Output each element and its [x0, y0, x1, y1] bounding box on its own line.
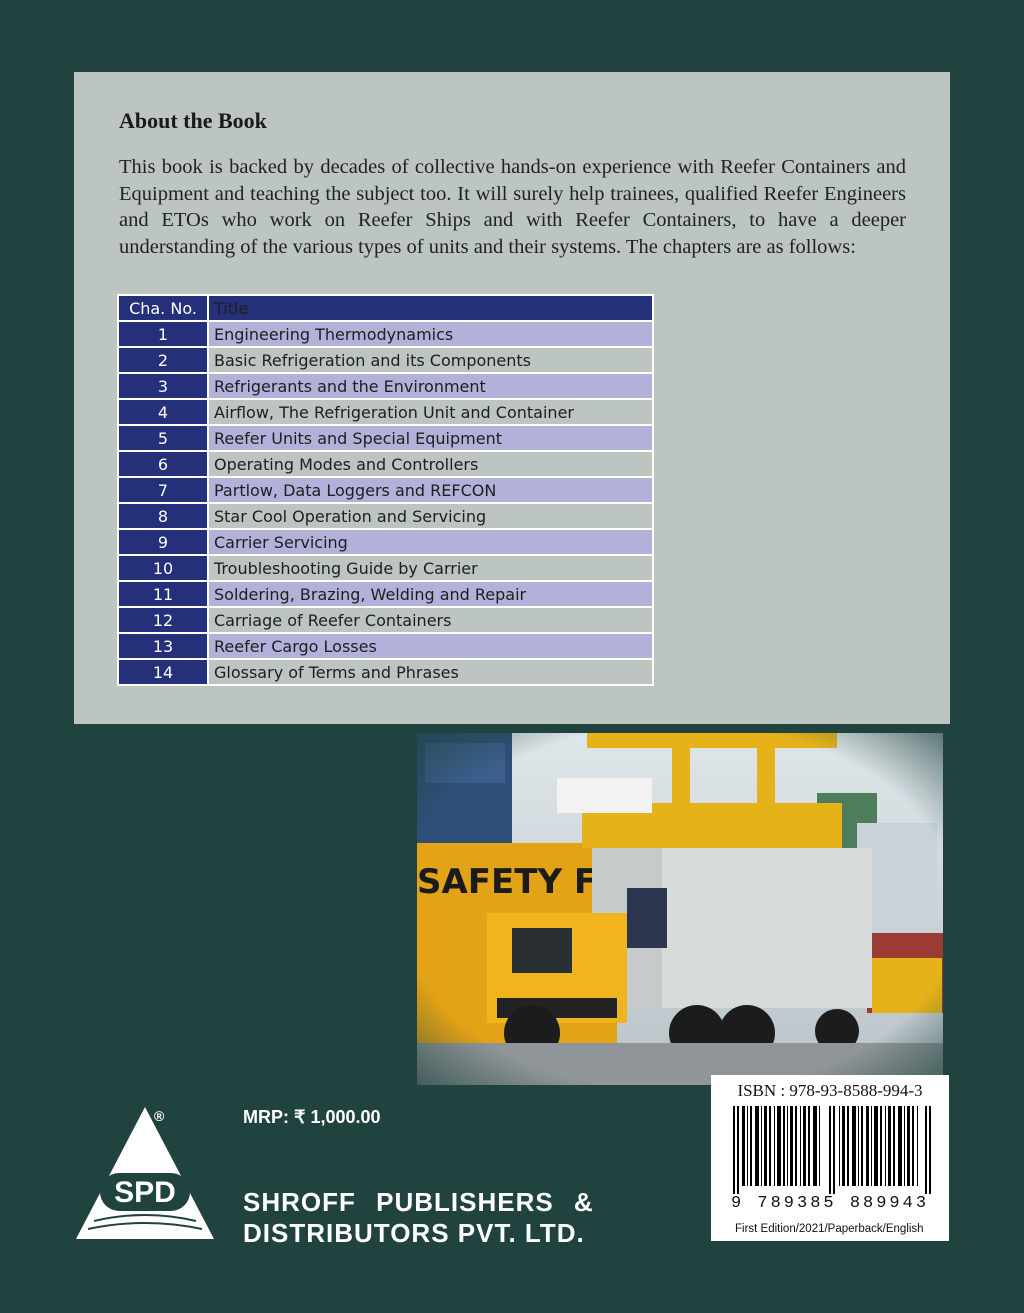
chapter-number: 8 — [118, 503, 208, 529]
chapter-title: Airflow, The Refrigeration Unit and Container — [208, 399, 653, 425]
spd-logo — [74, 1105, 216, 1241]
chapter-number: 7 — [118, 477, 208, 503]
barcode-digits: 9 789385 889943 — [731, 1194, 930, 1213]
table-row — [118, 347, 653, 373]
table-row — [118, 659, 653, 685]
chapter-title: Reefer Units and Special Equipment — [208, 425, 653, 451]
chapter-number: 12 — [118, 607, 208, 633]
table-row — [118, 529, 653, 555]
table-row — [118, 321, 653, 347]
table-row — [118, 373, 653, 399]
isbn-barcode-box — [711, 1075, 949, 1241]
chapter-title: Operating Modes and Controllers — [208, 451, 653, 477]
header-title: Title — [208, 295, 653, 321]
chapter-number: 14 — [118, 659, 208, 685]
table-row — [118, 399, 653, 425]
chapter-number: 2 — [118, 347, 208, 373]
table-row — [118, 425, 653, 451]
about-heading: About the Book — [119, 108, 267, 133]
mrp-price: MRP: ₹ 1,000.00 — [243, 1107, 381, 1127]
chapter-title: Reefer Cargo Losses — [208, 633, 653, 659]
chapter-title: Partlow, Data Loggers and REFCON — [208, 477, 653, 503]
cover-photo-reefer-truck — [417, 733, 943, 1085]
chapter-title: Star Cool Operation and Servicing — [208, 503, 653, 529]
about-description: This book is backed by decades of collective hands-on experience with Reefer Containers and Equipment and teaching the subject too. It will surely help trainees, qualified Reefer Engineers and ETOs who work on Reefer Ships and with Reefer Containers, to have a deeper understanding of the various types of units and their systems. The chapters are as follows: — [119, 156, 906, 258]
chapter-number: 4 — [118, 399, 208, 425]
chapter-title: Soldering, Brazing, Welding and Repair — [208, 581, 653, 607]
chapter-number: 5 — [118, 425, 208, 451]
publisher-name — [243, 1187, 594, 1249]
about-panel — [74, 72, 950, 724]
photo-illustration — [417, 733, 943, 1085]
chapter-number: 13 — [118, 633, 208, 659]
logo-text: SPD — [114, 1176, 176, 1209]
chapter-number: 1 — [118, 321, 208, 347]
table-row — [118, 451, 653, 477]
table-row — [118, 555, 653, 581]
chapter-number: 11 — [118, 581, 208, 607]
chapter-title: Engineering Thermodynamics — [208, 321, 653, 347]
header-chapter-no: Cha. No. — [118, 295, 208, 321]
chapter-title: Troubleshooting Guide by Carrier — [208, 555, 653, 581]
edition-info: First Edition/2021/Paperback/English — [735, 1223, 924, 1235]
chapter-title: Carriage of Reefer Containers — [208, 607, 653, 633]
chapter-title: Carrier Servicing — [208, 529, 653, 555]
table-row — [118, 477, 653, 503]
registered-mark: ® — [154, 1108, 165, 1124]
chapter-number: 10 — [118, 555, 208, 581]
isbn-label: ISBN : 978-93-8588-994-3 — [737, 1081, 923, 1100]
table-row — [118, 581, 653, 607]
publisher-line-2: DISTRIBUTORS PVT. LTD. — [243, 1218, 585, 1248]
chapter-table — [117, 294, 654, 686]
chapter-title: Glossary of Terms and Phrases — [208, 659, 653, 685]
chapter-title: Refrigerants and the Environment — [208, 373, 653, 399]
table-row — [118, 503, 653, 529]
barcode — [733, 1106, 933, 1194]
chapter-number: 9 — [118, 529, 208, 555]
table-header-row — [118, 295, 653, 321]
table-row — [118, 633, 653, 659]
chapter-number: 6 — [118, 451, 208, 477]
chapter-title: Basic Refrigeration and its Components — [208, 347, 653, 373]
table-row — [118, 607, 653, 633]
publisher-line-1: SHROFF PUBLISHERS & — [243, 1187, 594, 1217]
chapter-number: 3 — [118, 373, 208, 399]
